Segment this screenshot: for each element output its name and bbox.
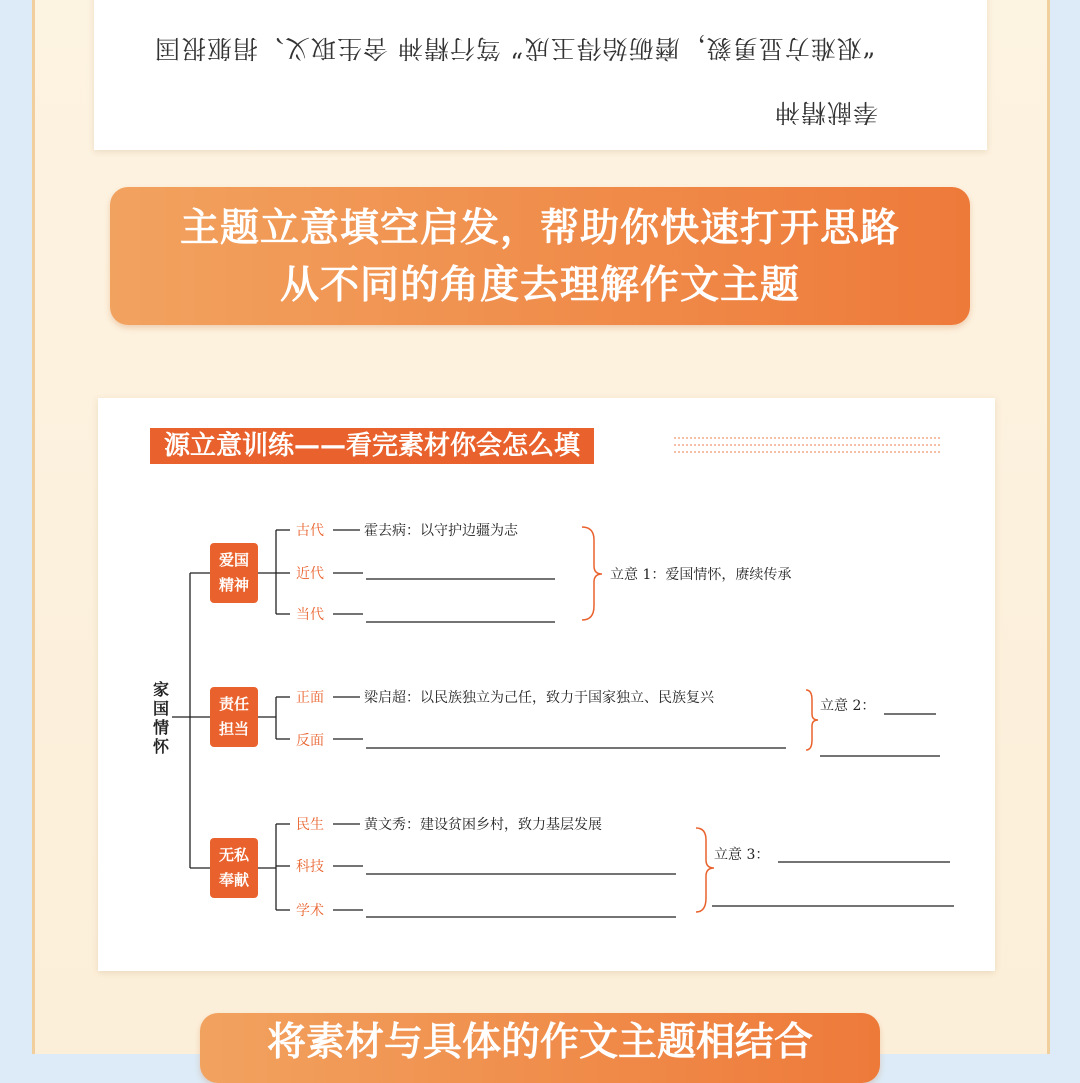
upside-down-text-line1: “艰难方显勇毅，磨砺始得玉成” 笃行精神 舍生取义、捐躯报国	[154, 34, 876, 63]
branch-text: 霍去病：以守护边疆为志	[364, 523, 518, 539]
tag-line2: 奉献	[218, 871, 249, 889]
exercise-title: 源立意训练——看完素材你会怎么填	[150, 428, 594, 464]
branch-text: 黄文秀：建设贫困乡村，致力基层发展	[364, 817, 602, 833]
tag-line1: 责任	[218, 695, 249, 713]
group-tag-responsibility	[210, 687, 258, 747]
top-example-card	[94, 0, 987, 150]
feature-banner-2	[200, 1013, 880, 1083]
root-node: 家国情怀	[152, 680, 169, 756]
branch-label: 当代	[296, 607, 324, 623]
branch-label: 正面	[296, 690, 324, 706]
group-tag-patriotism	[210, 543, 258, 603]
feature-banner	[110, 187, 970, 325]
banner-line1: 主题立意填空启发，帮助你快速打开思路	[179, 206, 900, 251]
banner-line2: 从不同的角度去理解作文主题	[279, 263, 800, 308]
banner2-line1: 将素材与具体的作文主题相结合	[266, 1020, 813, 1065]
branch-label: 民生	[296, 817, 324, 833]
branch-label: 反面	[296, 733, 324, 749]
branch-label: 近代	[296, 566, 324, 582]
tag-line2: 精神	[218, 576, 249, 594]
group-tag-dedication	[210, 838, 258, 898]
idea-label: 立意 3：	[714, 847, 770, 863]
tag-line1: 无私	[218, 846, 249, 864]
branch-label: 学术	[296, 903, 324, 919]
idea-label: 立意 2：	[820, 698, 876, 714]
exercise-card	[98, 398, 995, 971]
upside-down-text-line2: 奉献精神	[774, 98, 879, 127]
branch-label: 科技	[296, 859, 324, 875]
branch-text: 梁启超：以民族独立为己任，致力于国家独立、民族复兴	[364, 690, 714, 706]
branch-label: 古代	[296, 523, 324, 539]
tag-line1: 爱国	[218, 551, 249, 569]
idea-label: 立意 1：爱国情怀，赓续传承	[610, 567, 792, 583]
tag-line2: 担当	[218, 720, 249, 738]
